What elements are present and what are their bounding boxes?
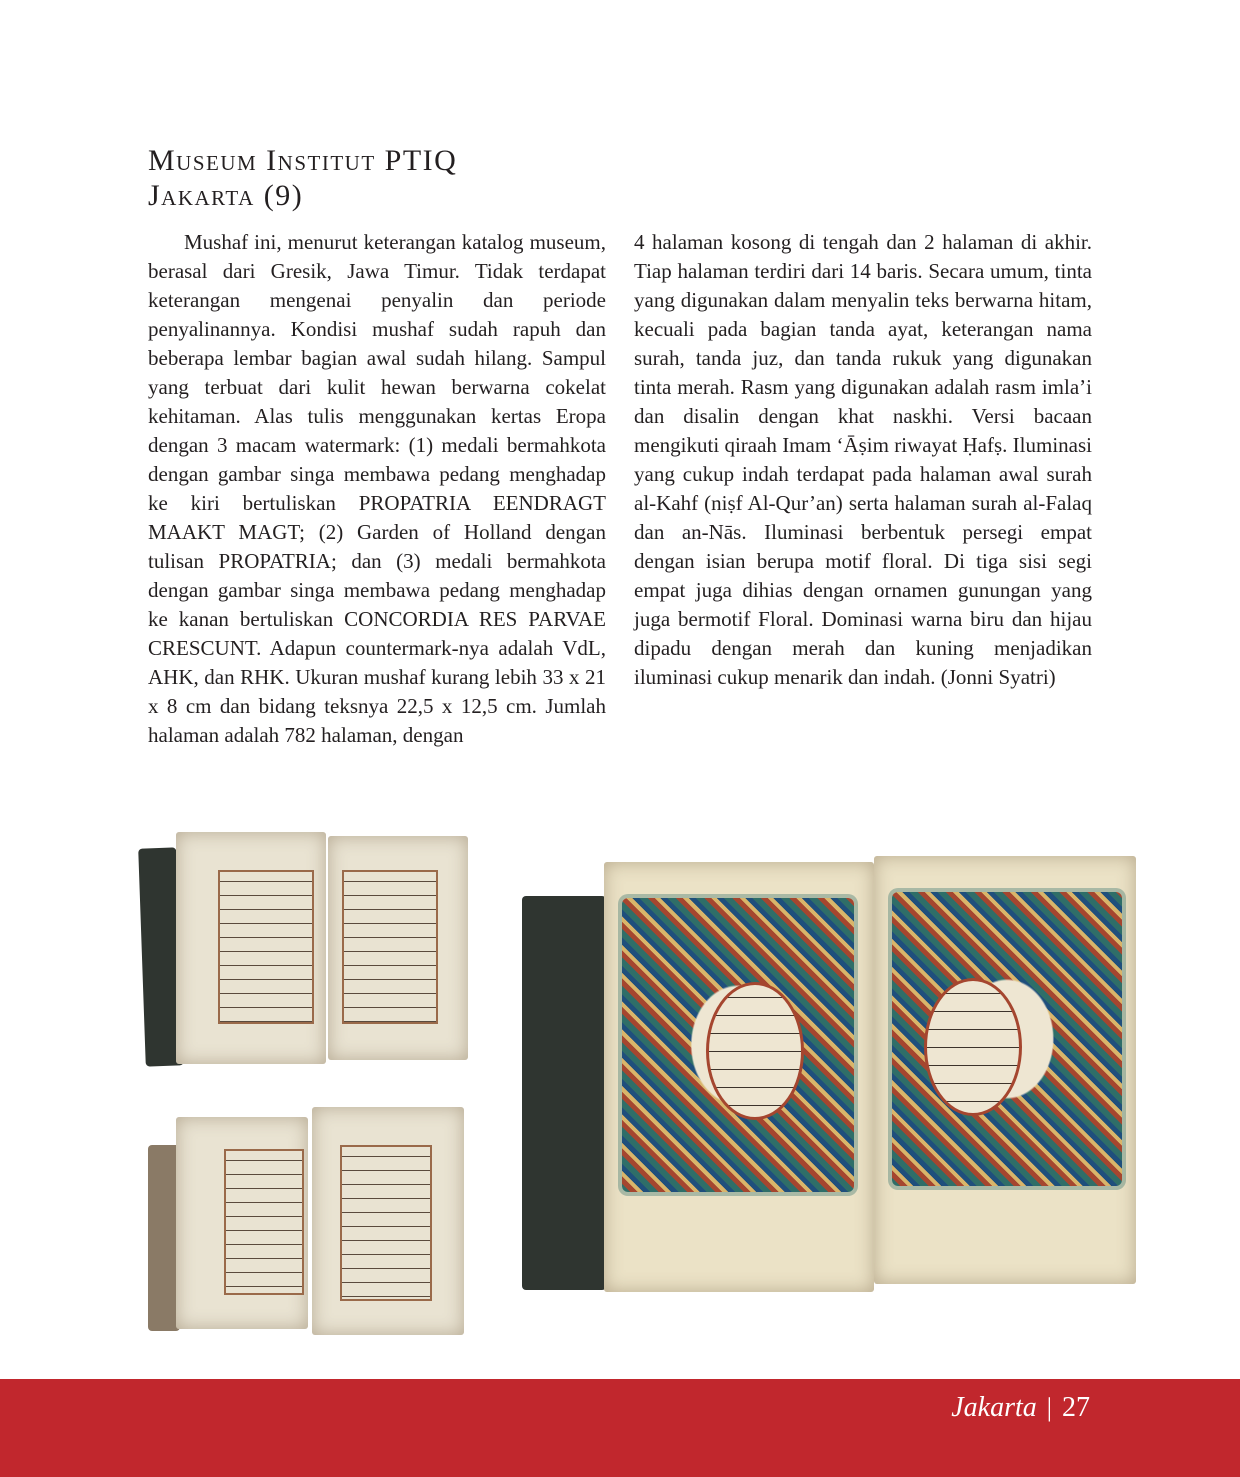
page-number: 27 [1062,1392,1090,1423]
page-title-line2: Jakarta (9) [148,179,304,212]
footer-separator: | [1046,1393,1052,1422]
footer-page-label [951,1392,1090,1424]
illuminated-manuscript-photo [522,852,1144,1294]
body-paragraph-left: Mushaf ini, menurut keterangan katalog museum, berasal dari Gresik, Jawa Timur. Tidak terdapat keterangan mengenai penyalin dan periode penyalinannya. Kondisi mushaf sudah rapuh dan beberapa lembar bagian awal sudah hilang. Sampul yang terbuat dari kulit hewan berwarna cokelat kehitaman. Alas tulis menggunakan kertas Eropa dengan 3 macam watermark: (1) medali bermahkota dengan gambar singa membawa pedang menghadap ke kiri bertuliskan PROPATRIA EENDRAGT MAAKT MAGT; (2) Garden of Holland dengan tulisan PROPATRIA; dan (3) medali bermahkota dengan gambar singa membawa pedang menghadap ke kanan bertuliskan CONCORDIA RES PARVAE CRESCUNT. Adapun countermark-nya adalah VdL, AHK, dan RHK. Ukuran mushaf kurang lebih 33 x 21 x 8 cm dan bidang teksnya 22,5 x 12,5 cm. Jumlah halaman adalah 782 halaman, dengan [148,230,606,747]
page-title-line1: Museum Institut PTIQ [148,144,458,177]
body-paragraph-right: 4 halaman kosong di tengah dan 2 halaman di akhir. Tiap halaman terdiri dari 14 baris. Secara umum, tinta yang digunakan dalam menyalin teks berwarna hitam, kecuali pada bagian tanda ayat, keterangan nama surah, tanda juz, dan tanda rukuk yang digunakan tinta merah. Rasm yang digunakan adalah rasm imla’i dan disalin dengan khat naskhi. Versi bacaan mengikuti qiraah Imam ‘Āṣim riwayat Ḥafṣ. Iluminasi yang cukup indah terdapat pada halaman awal surah al-Kahf (niṣf Al-Qur’an) serta halaman surah al-Falaq dan an-Nās. Iluminasi berbentuk persegi empat dengan isian berupa motif floral. Di tiga sisi segi empat juga dihias dengan ornamen gunungan yang juga bermotif Floral. Dominasi warna biru dan hijau dipadu dengan merah dan kuning menjadikan iluminasi cukup menarik dan indah. (Jonni Syatri) [634,230,1092,689]
footer-place: Jakarta [951,1392,1037,1423]
manuscript-photo-bottom-left [128,1105,488,1337]
body-column-left [148,228,606,750]
body-column-right [634,228,1092,692]
page-title [148,143,608,213]
manuscript-photo-top-left [140,828,470,1068]
